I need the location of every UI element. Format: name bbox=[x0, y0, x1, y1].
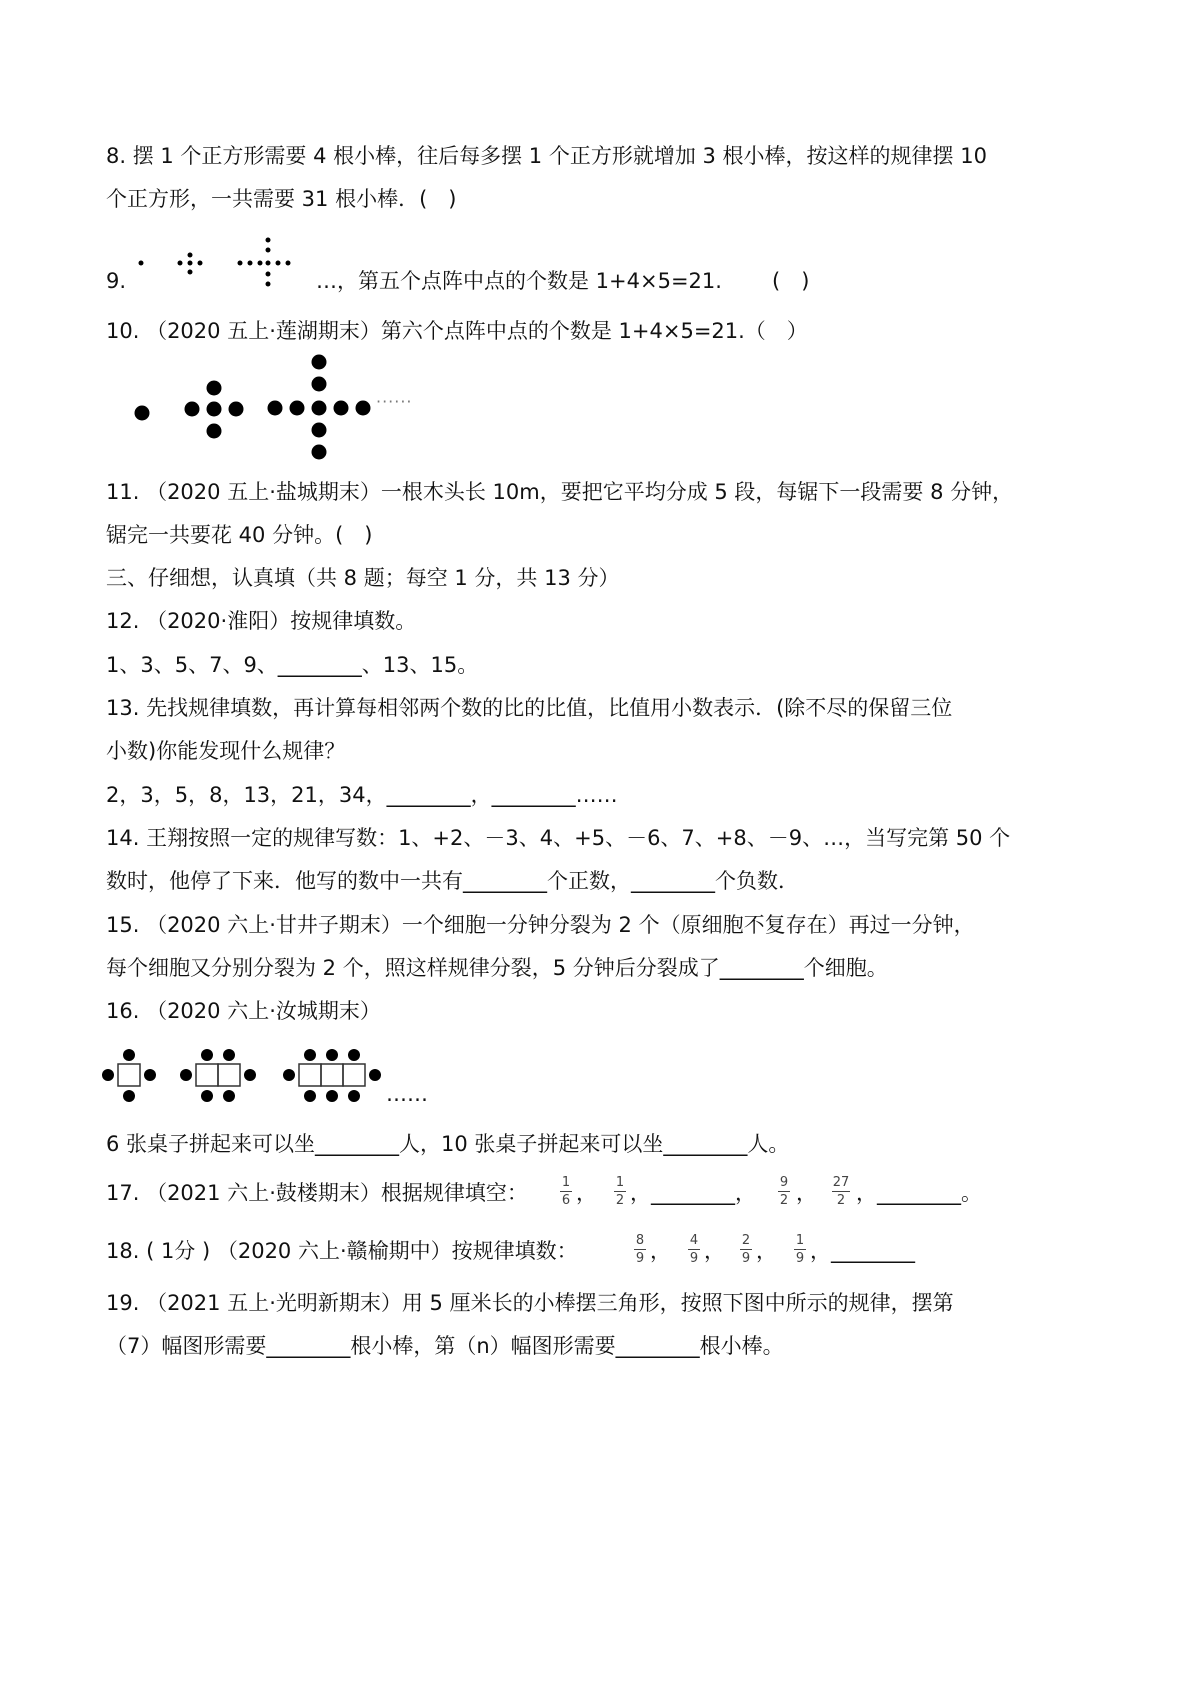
q9-dot bbox=[248, 261, 253, 266]
q9-dot bbox=[258, 261, 263, 266]
q16-seat bbox=[123, 1049, 135, 1061]
q10-dot bbox=[207, 424, 222, 439]
q16-seat bbox=[223, 1090, 235, 1102]
q10-dot bbox=[312, 355, 327, 370]
q17-fraction-1-numerator: 1 bbox=[561, 1175, 571, 1190]
q11-line1: 11. （2020 五上·盐城期末）一根木头长 10m，要把它平均分成 5 段，每锯下一段需要 8 分钟， bbox=[106, 480, 1014, 504]
q16-seat bbox=[123, 1090, 135, 1102]
q18-fraction-2 bbox=[688, 1233, 700, 1266]
q10-dot bbox=[135, 406, 150, 421]
q16-seat bbox=[223, 1049, 235, 1061]
q16-line2: 6 张桌子拼起来可以坐________人，10 张桌子拼起来可以坐________人。 bbox=[106, 1132, 790, 1156]
q16-seat bbox=[304, 1049, 316, 1061]
q18-fraction-1 bbox=[634, 1233, 646, 1266]
q17-comma-3: ， bbox=[796, 1181, 817, 1205]
q16-table bbox=[321, 1064, 343, 1086]
q18-sep-3: ， bbox=[756, 1239, 777, 1263]
q17-fraction-2 bbox=[614, 1175, 626, 1208]
q16-seat bbox=[304, 1090, 316, 1102]
q18-sep-2: ， bbox=[704, 1239, 725, 1263]
q9-dot bbox=[178, 261, 183, 266]
q16-seat bbox=[201, 1049, 213, 1061]
q16-seat bbox=[102, 1069, 114, 1081]
q8-line2: 个正方形，一共需要 31 根小棒．( ) bbox=[106, 187, 457, 211]
q16-ellipsis: …… bbox=[386, 1082, 428, 1106]
q9-dot bbox=[266, 238, 271, 243]
q9-dot bbox=[266, 248, 271, 253]
q9-dot bbox=[266, 272, 271, 277]
q13-line2: 小数)你能发现什么规律？ bbox=[106, 739, 346, 763]
q17-fraction-4-denominator: 2 bbox=[836, 1193, 846, 1208]
q9-dot bbox=[139, 261, 144, 266]
q17-blank-1: ，________， bbox=[630, 1181, 756, 1205]
q9-dot bbox=[188, 253, 193, 258]
q14-line1: 14. 王翔按照一定的规律写数：1、+2、－3、4、+5、－6、7、+8、－9、…，当写完第 50 个 bbox=[106, 826, 1011, 850]
q10-dot bbox=[290, 401, 305, 416]
q17-fraction-3 bbox=[778, 1175, 790, 1208]
q9-dot-pattern-figure bbox=[130, 232, 310, 290]
q11-line2: 锯完一共要花 40 分钟。( ) bbox=[106, 523, 373, 547]
q17-fraction-1 bbox=[560, 1175, 572, 1208]
q9-number: 9. bbox=[106, 269, 127, 293]
q10-dot bbox=[312, 401, 327, 416]
q16-table bbox=[118, 1064, 140, 1086]
q9-dot bbox=[286, 261, 291, 266]
q17-fraction-3-numerator: 9 bbox=[779, 1175, 789, 1190]
q10-line: 10. （2020 五上·莲湖期末）第六个点阵中点的个数是 1+4×5=21.（ ） bbox=[106, 319, 808, 343]
q16-table bbox=[343, 1064, 365, 1086]
q9-dot bbox=[198, 261, 203, 266]
q18-fraction-3-numerator: 2 bbox=[741, 1233, 751, 1248]
q13-line3: 2，3，5，8，13，21，34，________，________…… bbox=[106, 783, 618, 807]
q18-prefix: 18. ( 1分 ) （2020 六上·赣榆期中）按规律填数： bbox=[106, 1239, 578, 1263]
q18-fraction-2-numerator: 4 bbox=[689, 1233, 699, 1248]
q10-dot bbox=[356, 401, 371, 416]
q17-fraction-2-denominator: 2 bbox=[615, 1193, 625, 1208]
q16-seat bbox=[348, 1090, 360, 1102]
q19-line1: 19. （2021 五上·光明新期末）用 5 厘米长的小棒摆三角形，按照下图中所示的规律，摆第 bbox=[106, 1291, 954, 1315]
q17-fraction-3-denominator: 2 bbox=[779, 1193, 789, 1208]
q16-seat bbox=[326, 1090, 338, 1102]
q18-fraction-4-numerator: 1 bbox=[795, 1233, 805, 1248]
q16-seat bbox=[201, 1090, 213, 1102]
q10-dot bbox=[207, 402, 222, 417]
q10-dot bbox=[312, 377, 327, 392]
q17-fraction-2-numerator: 1 bbox=[615, 1175, 625, 1190]
q19-line2: （7）幅图形需要________根小棒，第（n）幅图形需要________根小棒。 bbox=[106, 1334, 784, 1358]
q9-dot bbox=[188, 270, 193, 275]
q18-fraction-4 bbox=[794, 1233, 806, 1266]
q9-dot bbox=[276, 261, 281, 266]
q16-seat bbox=[144, 1069, 156, 1081]
q9-text: …，第五个点阵中点的个数是 1+4×5=21. bbox=[316, 269, 722, 293]
q16-seat bbox=[180, 1069, 192, 1081]
q16-seat bbox=[369, 1069, 381, 1081]
q16-seat bbox=[348, 1049, 360, 1061]
q17-fraction-4 bbox=[832, 1175, 850, 1208]
q18-fraction-3-denominator: 9 bbox=[741, 1251, 751, 1266]
q16-tables-figure bbox=[98, 1045, 398, 1107]
q14-line2: 数时，他停了下来．他写的数中一共有________个正数，________个负数． bbox=[106, 869, 799, 893]
q16-line1: 16. （2020 六上·汝城期末） bbox=[106, 999, 381, 1023]
section-3-heading: 三、仔细想，认真填（共 8 题；每空 1 分，共 13 分） bbox=[106, 566, 620, 590]
q15-line2: 每个细胞又分别分裂为 2 个，照这样规律分裂，5 分钟后分裂成了________个细胞。 bbox=[106, 956, 888, 980]
q9-dot bbox=[266, 282, 271, 287]
q15-line1: 15. （2020 六上·甘井子期末）一个细胞一分钟分裂为 2 个（原细胞不复存在）再过一分钟， bbox=[106, 913, 975, 937]
q16-table bbox=[299, 1064, 321, 1086]
q12-line2: 1、3、5、7、9、________、13、15。 bbox=[106, 653, 479, 677]
q18-sep-1: ， bbox=[650, 1239, 671, 1263]
q16-table bbox=[218, 1064, 240, 1086]
q9-dot bbox=[188, 261, 193, 266]
q10-dot bbox=[312, 445, 327, 460]
q17-prefix: 17. （2021 六上·鼓楼期末）根据规律填空： bbox=[106, 1181, 528, 1205]
q10-dot bbox=[268, 401, 283, 416]
q18-fraction-2-denominator: 9 bbox=[689, 1251, 699, 1266]
q16-table bbox=[196, 1064, 218, 1086]
q17-blank-2: ，________。 bbox=[856, 1181, 982, 1205]
q17-comma-1: ， bbox=[576, 1181, 597, 1205]
q16-seat bbox=[244, 1069, 256, 1081]
q9-answer-paren: ( ) bbox=[772, 269, 810, 293]
q16-seat bbox=[283, 1069, 295, 1081]
q8-line1: 8. 摆 1 个正方形需要 4 根小棒，往后每多摆 1 个正方形就增加 3 根小棒，按这样的规律摆 10 bbox=[106, 144, 987, 168]
q18-fraction-3 bbox=[740, 1233, 752, 1266]
q17-fraction-1-denominator: 6 bbox=[561, 1193, 571, 1208]
q10-ellipsis: ······ bbox=[376, 392, 413, 411]
q10-dot bbox=[207, 381, 222, 396]
q9-dot bbox=[266, 261, 271, 266]
q10-dot bbox=[229, 402, 244, 417]
q10-dot bbox=[312, 423, 327, 438]
q18-blank: ，________ bbox=[810, 1239, 915, 1263]
q12-line1: 12. （2020·淮阳）按规律填数。 bbox=[106, 609, 417, 633]
q13-line1: 13. 先找规律填数，再计算每相邻两个数的比的比值，比值用小数表示．(除不尽的保留三位 bbox=[106, 696, 953, 720]
q18-fraction-1-denominator: 9 bbox=[635, 1251, 645, 1266]
q10-dot bbox=[185, 402, 200, 417]
q9-dot bbox=[238, 261, 243, 266]
q10-dot bbox=[334, 401, 349, 416]
q18-fraction-1-numerator: 8 bbox=[635, 1233, 645, 1248]
q16-seat bbox=[326, 1049, 338, 1061]
q17-fraction-4-numerator: 27 bbox=[832, 1175, 850, 1190]
q18-fraction-4-denominator: 9 bbox=[795, 1251, 805, 1266]
